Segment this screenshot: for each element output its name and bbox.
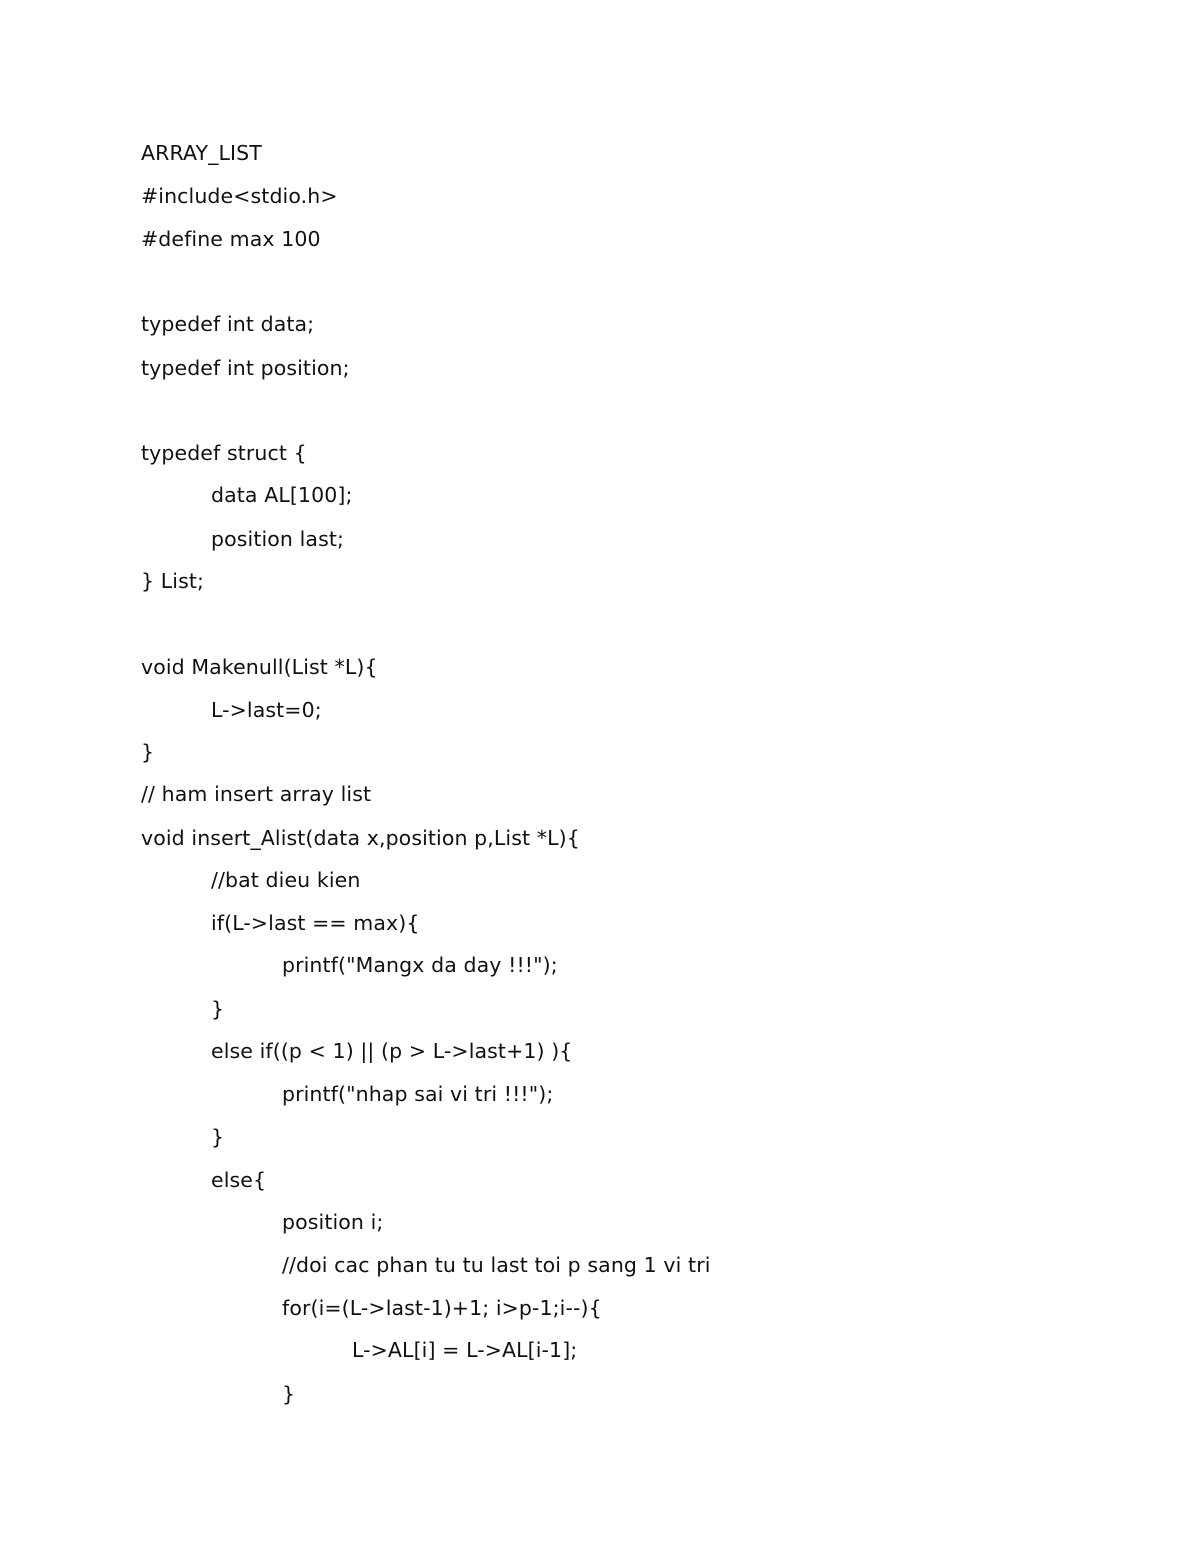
code-line-else-if-close: } (211, 1125, 225, 1149)
code-line-define: #define max 100 (141, 227, 321, 251)
code-line-include: #include<stdio.h> (141, 184, 338, 208)
code-line-comment-shift: //doi cac phan tu tu last toi p sang 1 vi tri (282, 1253, 711, 1277)
code-line-struct-field-last: position last; (211, 527, 344, 551)
code-line-comment-insert: // ham insert array list (141, 782, 372, 806)
code-line-for-close: } (282, 1382, 296, 1406)
code-line-struct-close: } List; (141, 569, 205, 593)
code-line-shift-assign: L->AL[i] = L->AL[i-1]; (352, 1338, 578, 1362)
code-line-for-loop: for(i=(L->last-1)+1; i>p-1;i--){ (282, 1296, 602, 1320)
code-line-printf-position: printf("nhap sai vi tri !!!"); (282, 1082, 554, 1106)
code-line-if-close: } (211, 997, 225, 1021)
code-line-struct-field-al: data AL[100]; (211, 483, 353, 507)
code-line-title: ARRAY_LIST (141, 141, 262, 165)
code-line-if-full: if(L->last == max){ (211, 911, 420, 935)
code-line-else: else{ (211, 1168, 267, 1192)
code-line-insert-signature: void insert_Alist(data x,position p,List *L){ (141, 826, 580, 850)
code-line-printf-full: printf("Mangx da day !!!"); (282, 953, 558, 977)
code-line-else-if-position: else if((p < 1) || (p > L->last+1) ){ (211, 1039, 573, 1063)
code-line-typedef-position: typedef int position; (141, 356, 350, 380)
code-line-typedef-struct: typedef struct { (141, 441, 307, 465)
code-line-makenull-body: L->last=0; (211, 698, 322, 722)
code-line-makenull-close: } (141, 740, 155, 764)
code-line-typedef-data: typedef int data; (141, 312, 315, 336)
code-line-makenull-signature: void Makenull(List *L){ (141, 655, 378, 679)
code-line-comment-condition: //bat dieu kien (211, 868, 361, 892)
code-line-declare-i: position i; (282, 1210, 384, 1234)
